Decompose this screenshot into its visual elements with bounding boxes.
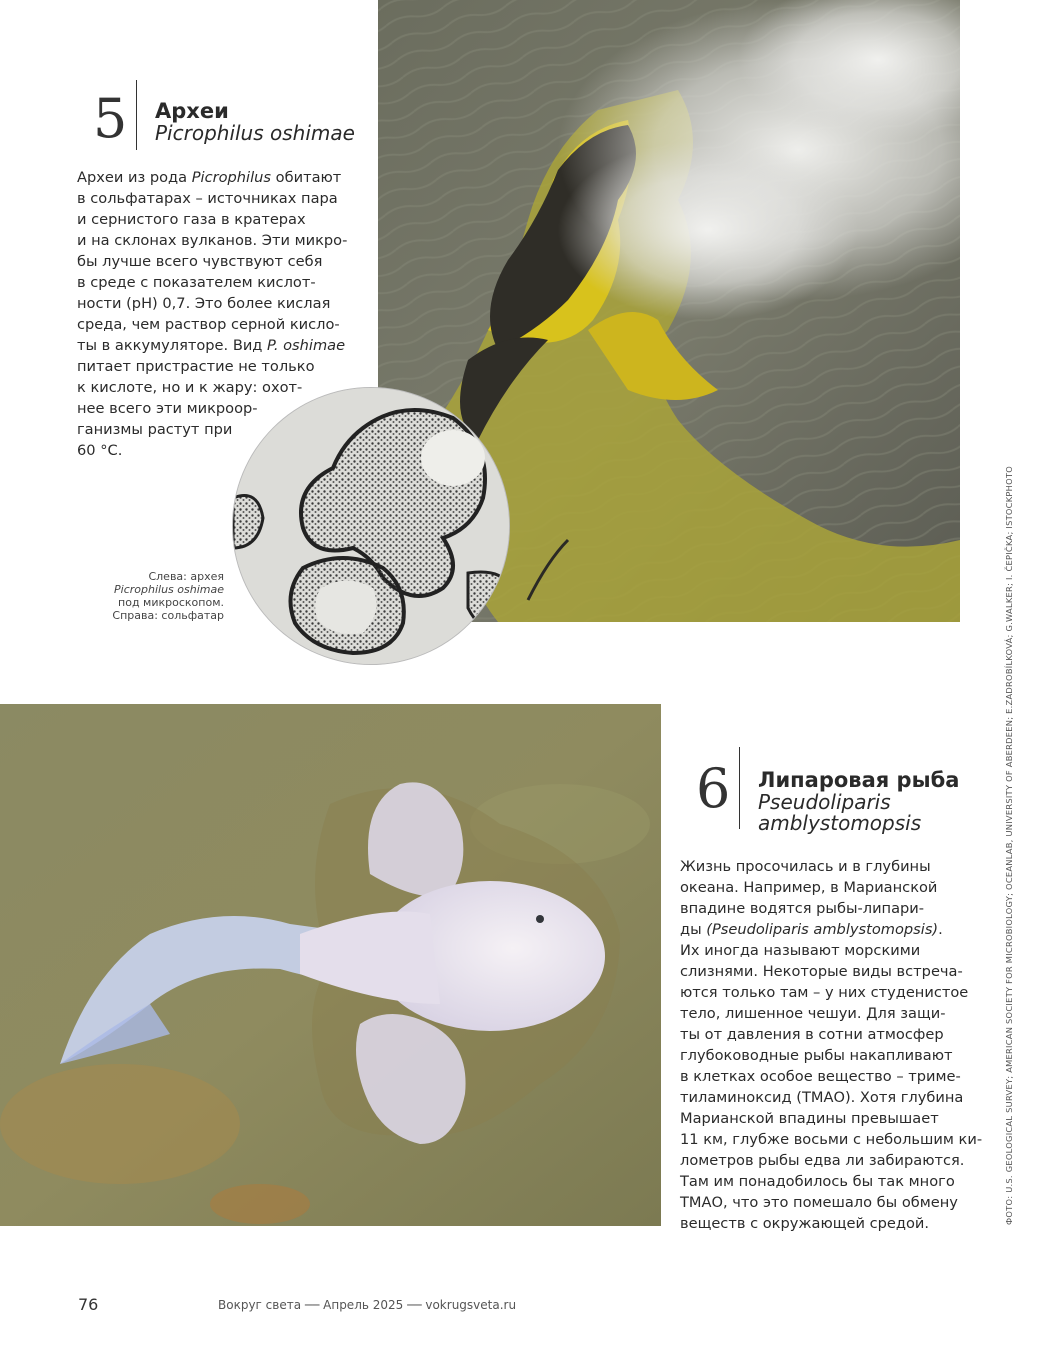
text-line: ности (pH) 0,7. Это более кислая xyxy=(77,295,331,312)
text-line: в среде с показателем кислот- xyxy=(77,274,316,291)
photo-caption xyxy=(64,570,224,622)
photo-credit: ФОТО: U.S. GEOLOGICAL SURVEY; AMERICAN SOCIETY FOR MICROBIOLOGY; OCEANLAB, UNIVERSITY OF ABERDEEN; E.ZADROBÍLKOVÁ; G.WALKER; I. ČEPIČKA; ISTOCKPHOTO xyxy=(1004,465,1014,1225)
section-5-title: Археи xyxy=(155,99,229,123)
text-line: нее всего эти микроор- xyxy=(77,400,258,417)
text-line: в сольфатарах – источниках пара xyxy=(77,190,338,207)
text-line: Марианской впадины превышает xyxy=(680,1110,939,1127)
text-line: ются только там – у них студенистое xyxy=(680,984,969,1001)
section-6-latin-name-line1: Pseudoliparis xyxy=(758,790,891,814)
text-line: питает пристрастие не только xyxy=(77,358,315,375)
text-line: среда, чем раствор серной кисло- xyxy=(77,316,340,333)
text-line: ты от давления в сотни атмосфер xyxy=(680,1026,944,1043)
text-line: 11 км, глубже восьми с небольшим ки- xyxy=(680,1131,983,1148)
text-line: ганизмы растут при xyxy=(77,421,233,438)
text-line: ты в аккумуляторе. Вид P. oshimae xyxy=(77,337,346,354)
text-line: Их иногда называют морскими xyxy=(680,942,921,959)
text-line: бы лучше всего чувствуют себя xyxy=(77,253,323,270)
section-5-divider xyxy=(136,80,137,150)
caption-line: Справа: сольфатар xyxy=(112,609,224,622)
text-line: и сернистого газа в кратерах xyxy=(77,211,306,228)
text-line: лометров рыбы едва ли забираются. xyxy=(680,1152,965,1169)
section-6-body-text xyxy=(680,856,983,1234)
text-line: слизнями. Некоторые виды встреча- xyxy=(680,963,963,980)
text-line: к кислоте, но и к жару: охот- xyxy=(77,379,303,396)
text-line: Жизнь просочилась и в глубины xyxy=(680,858,931,875)
page-number: 76 xyxy=(78,1295,99,1314)
footer-text: Вокруг света ── Апрель 2025 ── vokrugsveta.ru xyxy=(218,1298,517,1312)
caption-line: Picrophilus oshimae xyxy=(114,583,224,596)
text-line: впадине водятся рыбы-липари- xyxy=(680,900,925,917)
snailfish-photo xyxy=(0,704,661,1226)
text-line: тело, лишенное чешуи. Для защи- xyxy=(680,1005,946,1022)
text-line: и на склонах вулканов. Эти микро- xyxy=(77,232,348,249)
caption-line: Слева: архея xyxy=(148,570,224,583)
text-line: Там им понадобилось бы так много xyxy=(680,1173,955,1190)
text-line: в клетках особое вещество – триме- xyxy=(680,1068,961,1085)
section-6-number: 6 xyxy=(696,757,731,820)
text-line: Археи из рода Picrophilus обитают xyxy=(77,169,342,186)
text-line: веществ с окружающей средой. xyxy=(680,1215,930,1232)
caption-line: под микроскопом. xyxy=(118,596,224,609)
section-6-divider xyxy=(739,747,740,829)
section-5-latin-name: Picrophilus oshimae xyxy=(155,121,355,145)
text-line: океана. Например, в Марианской xyxy=(680,879,938,896)
text-line: 60 °C. xyxy=(77,442,123,459)
section-5-number: 5 xyxy=(93,87,128,150)
section-6-title: Липаровая рыба xyxy=(758,768,960,792)
text-line: ТМАО, что это помешало бы обмену xyxy=(680,1194,958,1211)
text-line: ды (Pseudoliparis amblystomopsis). xyxy=(680,921,943,938)
text-line: глубоководные рыбы накапливают xyxy=(680,1047,953,1064)
section-6-latin-name-line2: amblystomopsis xyxy=(758,811,922,835)
microscope-photo xyxy=(233,388,509,664)
text-line: тиламиноксид (ТМАО). Хотя глубина xyxy=(680,1089,964,1106)
